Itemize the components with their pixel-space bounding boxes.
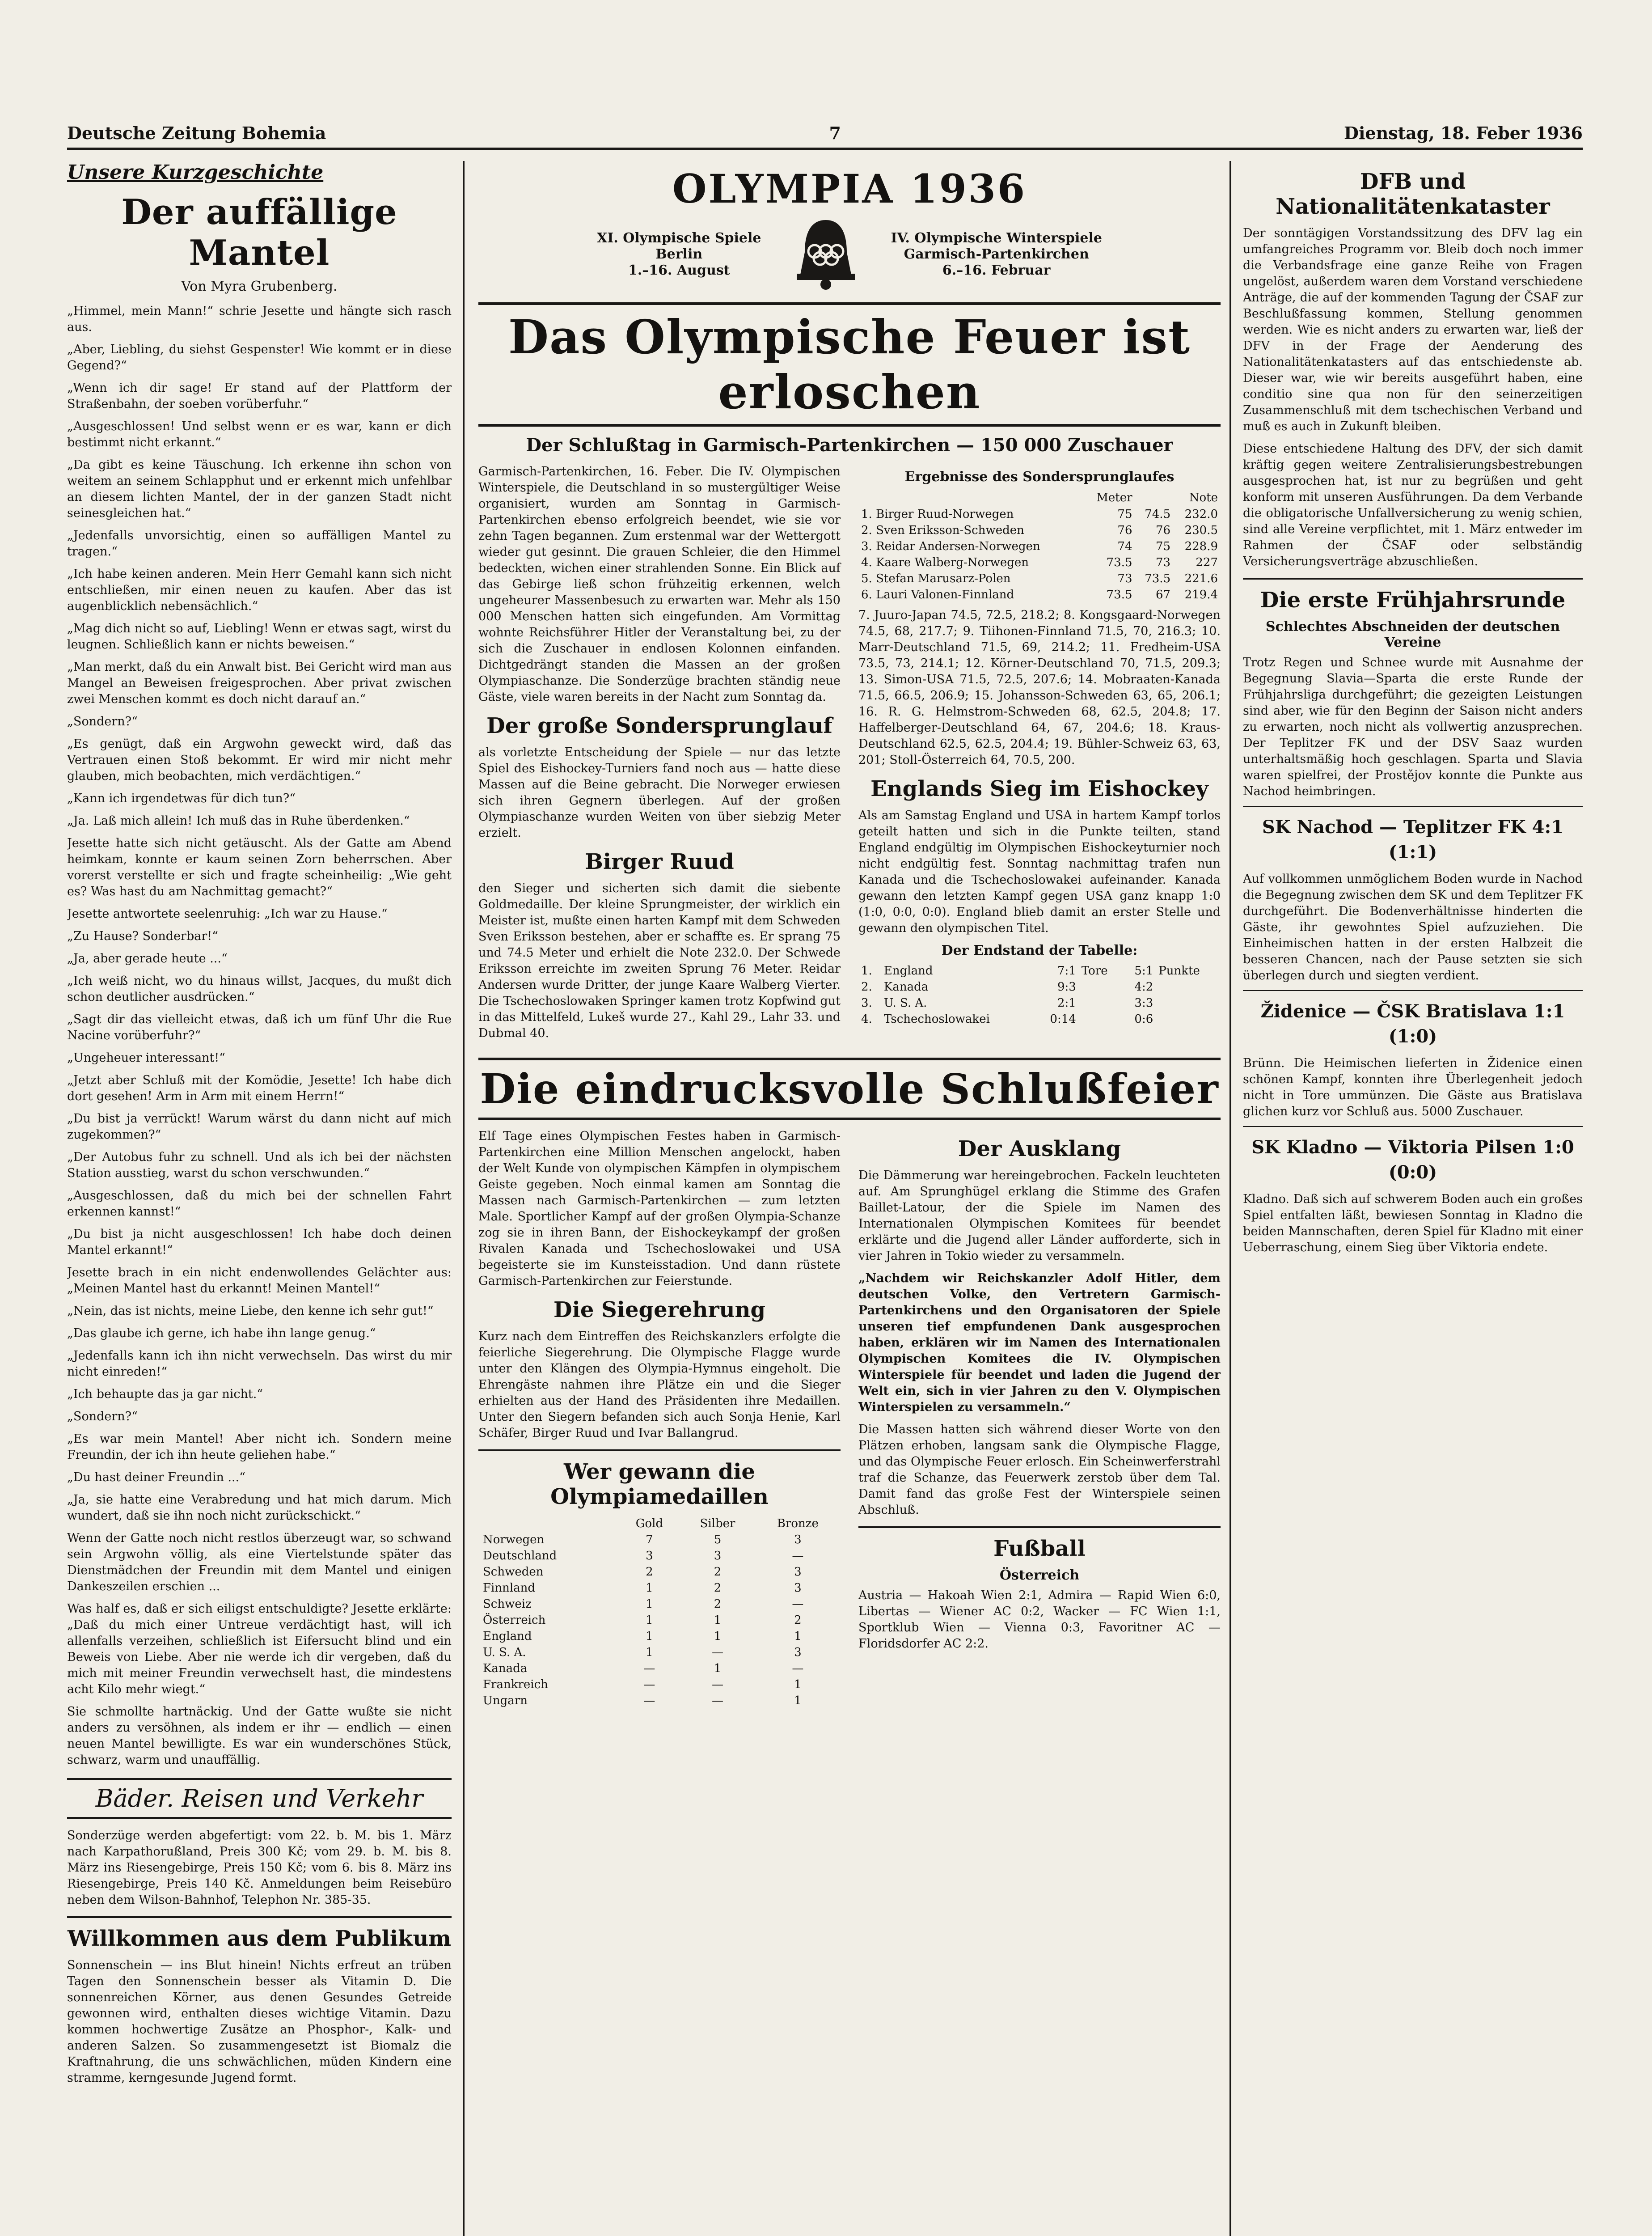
masthead — [67, 107, 1583, 150]
table-row: Deutschland 3 3 — — [483, 1549, 804, 1563]
football-text: Austria — Hakoah Wien 2:1, Admira — Rapid Wien 6:0, Libertas — Wiener AC 0:2, Wacker — FC Wien 1:1, Sportklub Wien — Vienna 0:3, Favoritner AC — Floridsdorfer AC 2:2. — [858, 1588, 1221, 1651]
football-subtitle: Österreich — [999, 1567, 1080, 1583]
story-paragraph: „Sondern?“ — [67, 1410, 138, 1423]
olympia-report — [478, 464, 1221, 1048]
ruud-title: Birger Ruud — [585, 849, 734, 874]
column-header: Note — [1189, 491, 1218, 504]
closing-report — [478, 1128, 1221, 1709]
table-row: Kanada — 1 — — [483, 1662, 804, 1675]
story-paragraph: „Nein, das ist nichts, meine Liebe, den kenne ich sehr gut!“ — [67, 1304, 434, 1318]
story-paragraph: „Jedenfalls kann ich ihn nicht verwechseln. Das wirst du mir nicht einreden!“ — [67, 1349, 452, 1379]
closing-right — [858, 1128, 1221, 1709]
column-header — [1135, 489, 1174, 506]
table-row: 4. Kaare Walberg-Norwegen 73.5 73 227 — [861, 556, 1218, 569]
table-row: 5. Stefan Marusarz-Polen 73 73.5 221.6 — [861, 572, 1218, 585]
match-nachod-text: Auf vollkommen unmöglichem Boden wurde in Nachod die Begegnung zwischen dem SK und dem Teplitzer FK durchgeführt. Die Bodenverhältnisse hinderten die Gäste, ihr gewohntes Spiel aufzuziehen. Die Einheimischen hatten in der ersten Halbzeit die besseren Chancen, nach der Pause setzten sie sich überlegen durch und siegten verdient. — [1243, 872, 1583, 982]
final-text: Die Massen hatten sich während dieser Worte von den Plätzen erhoben, langsam sank die Olympische Flagge, und das Olympische Feuer erlosch. Ein Scheinwerferstrahl traf die Schanze, das Feuerwerk zerstob über dem Tal. Damit fand das große Fest der Winterspiele seinen Abschluß. — [858, 1423, 1221, 1517]
story-paragraph: „Jedenfalls unvorsichtig, einen so auffälligen Mantel zu tragen.“ — [67, 529, 452, 559]
table-row: Österreich 1 1 2 — [483, 1613, 802, 1627]
spring-round-subtitle: Schlechtes Abschneiden der deutschen Vereine — [1265, 619, 1560, 650]
story-paragraph: „Du bist ja nicht ausgeschlossen! Ich habe doch deinen Mantel erkannt!“ — [67, 1227, 452, 1257]
closing-quote: „Nachdem wir Reichskanzler Adolf Hitler, dem deutschen Volke, den Vertretern Garmisch-Partenkirchens und den Organisatoren der Spiele unseren tief empfundenen Dank ausgesprochen haben, erklären wir im Namen des Internationalen Olympischen Komitees die IV. Olympischen Winterspiele für beendet und laden die Jugend der Welt ein, sich in vier Jahren zu den V. Olympischen Winterspielen zu versammeln.“ — [858, 1271, 1221, 1414]
match-kladno-text: Kladno. Daß sich auf schwerem Boden auch ein großes Spiel entfalten läßt, bewiesen Sonntag in Kladno die beiden Mannschaften, deren Spiel für Kladno mit einer Ueberraschung, einem Sieg über Viktoria endete. — [1243, 1192, 1583, 1254]
story-paragraph: „Kann ich irgendetwas für dich tun?“ — [67, 792, 296, 805]
main-subheadline: Der Schlußtag in Garmisch-Partenkirchen — 150 000 Zuschauer — [526, 435, 1173, 456]
story-paragraph: „Jetzt aber Schluß mit der Komödie, Jesette! Ich habe dich dort gesehen! Arm in Arm mit einem Herrn!“ — [67, 1073, 452, 1103]
story-paragraph: „Aber, Liebling, du siehst Gespenster! Wie kommt er in diese Gegend?“ — [67, 343, 452, 373]
table-row: 3. U. S. A. 2:1 3:3 — [861, 996, 1153, 1010]
table-row: Frankreich — — 1 — [483, 1678, 802, 1691]
divider — [67, 1916, 452, 1918]
lead-text: Garmisch-Partenkirchen, 16. Feber. Die IV. Olympischen Winterspiele, die Deutschland in so mustergültiger Weise organisiert, wurden am Sonntag in Garmisch-Partenkirchen ebenso erfolgreich beendet, wie sie vor zehn Tagen begannen. Zum erstenmal war der Wettergott wieder gut gesinnt. Die grauen Schleier, die den Himmel bedeckten, wichen einer strahlenden Sonne. Ein Blick auf das Gebirge ließ schon frühzeitig erkennen, welch ungeheurer Massenbesuch zu erwarten war. Mehr als 150 000 Menschen hatten sich eingefunden. Am Vormittag wohnte Reichsführer Hitler der Veranstaltung bei, zu der sich die Zuschauer in endlosen Kolonnen einfanden. Dichtgedrängt standen die Massen an der großen Olympiaschanze. Die Sonderzüge brachten ständig neue Gäste, viele waren bereits in der Nacht zum Sonntag da. — [478, 465, 841, 704]
story-paragraph: „Wenn ich dir sage! Er stand auf der Plattform der Straßenbahn, der soeben vorüberfuhr.“ — [67, 381, 452, 411]
story-paragraph: „Ich weiß nicht, wo du hinaus willst, Jacques, du mußt dich schon deutlicher ausdrücken.“ — [67, 974, 452, 1004]
logo-text: 6.–16. Februar — [942, 263, 1051, 278]
newspaper-name: Deutsche Zeitung Bohemia — [67, 123, 326, 143]
closing-ceremony-headline: Die eindrucksvolle Schlußfeier — [478, 1058, 1221, 1120]
logo-text: IV. Olympische Winterspiele — [891, 230, 1102, 246]
column-header: Meter — [1096, 491, 1132, 504]
football-title: Fußball — [993, 1536, 1086, 1561]
story-paragraph: „Sondern?“ — [67, 715, 138, 728]
dfb-title: DFB und Nationalitätenkataster — [1276, 169, 1550, 219]
table-row: 6. Lauri Valonen-Finnland 73.5 67 219.4 — [861, 588, 1218, 601]
story-paragraph: „Himmel, mein Mann!“ schrie Jesette und hängte sich rasch aus. — [67, 304, 452, 334]
report-right — [858, 464, 1221, 1048]
story-paragraph: „Es genügt, daß ein Argwohn geweckt wird, daß das Vertrauen einen Stoß bekommt. Er wird mir nicht mehr glauben, mich beobachten, mich verdächtigen.“ — [67, 737, 452, 783]
story-paragraph: Sie schmollte hartnäckig. Und der Gatte wußte sie nicht anders zu versöhnen, als indem er ihr — endlich — einen neuen Mantel bewilligte. Es war ein wunderschönes Stück, schwarz, warm und unauffällig. — [67, 1705, 452, 1767]
divider — [1243, 578, 1583, 580]
spring-round-text: Trotz Regen und Schnee wurde mit Ausnahme der Begegnung Slavia—Sparta die erste Runde der Frühjahrsliga durchgeführt; die gezeigten Leistungen sind aber, wie für den Beginn der Saison nicht anders zu erwarten, noch nicht als vollwertig anzusprechen. Der Teplitzer FK und der DSV Saaz wurden unterhaltsmäßig hoch geschlagen. Sparta und Slavia waren spielfrei, der Prostějov konnte die Punkte aus Nachod heimbringen. — [1243, 656, 1583, 798]
short-story-byline: Von Myra Grubenberg. — [181, 279, 338, 294]
departure-title: Der Ausklang — [958, 1136, 1121, 1161]
match-nachod-title: SK Nachod — Teplitzer FK 4:1 (1:1) — [1262, 817, 1564, 863]
winter-games-label — [891, 230, 1102, 279]
travel-text: Sonderzüge werden abgefertigt: vom 22. b. M. bis 1. März nach Karpathorußland, Preis 300 Kč; vom 29. b. M. bis 8. März ins Riesengebirge, Preis 150 Kč; vom 6. bis 8. März ins Riesengebirge, Preis 140 Kč. Anmeldungen beim Reisebüro neben dem Wilson-Bahnhof, Telephon Nr. 385-35. — [67, 1829, 452, 1907]
story-paragraph: „Ausgeschlossen, daß du mich bei der schnellen Fahrt erkennen kannst!“ — [67, 1189, 452, 1219]
story-paragraph: Wenn der Gatte noch nicht restlos überzeugt war, so schwand sein Argwohn völlig, als eine Viertelstunde später das Dienstmädchen der Freundin mit dem Mantel und einigen Dankeszeilen erschien ... — [67, 1531, 452, 1593]
table-row: U. S. A. 1 — 3 — [483, 1646, 802, 1659]
story-paragraph: „Sagt dir das vielleicht etwas, daß ich um fünf Uhr die Rue Nacine vorüberfuhr?“ — [67, 1012, 452, 1042]
travel-section-title: Bäder. Reisen und Verkehr — [67, 1778, 452, 1819]
story-paragraph: „Du bist ja verrückt! Warum wärst du dann nicht auf mich zugekommen?“ — [67, 1112, 452, 1142]
logo-text: 1.–16. August — [628, 263, 730, 278]
ski-jump-title: Der große Sondersprunglauf — [486, 713, 832, 738]
results-title: Ergebnisse des Sondersprunglaufes — [904, 469, 1175, 485]
story-paragraph: Was half es, daß er sich eiligst entschuldigte? Jesette erklärte: „Daß du mich einer Untreue verdächtigt hast, will ich allenfalls verzeihen, schließlich ist Eifersucht blind und ein Beweis von Liebe. Aber nie werde ich dir vergeben, daß du mich mit meiner Freundin verwechselt hast, die mindestens acht Kilo mehr wiegt.“ — [67, 1602, 452, 1696]
logo-text: XI. Olympische Spiele — [597, 230, 761, 246]
closing-text: Elf Tage eines Olympischen Festes haben in Garmisch-Partenkirchen eine Million Menschen angelockt, haben der Welt Kunde von olympischen Kämpfen in olympischem Geiste gegeben. Noch einmal kamen am Sonntag die Massen nach Garmisch-Partenkirchen — zum letzten Male. Sportlicher Kampf auf der großen Olympia-Schanze zog sie in ihren Bann, der Eishockeykampf der großen Rivalen Kanada und Tschechoslowakei und USA begeisterte sie im Kunsteisstadion. Und dann rüstete Garmisch-Partenkirchen zur Feierstunde. — [478, 1129, 841, 1288]
logo-text: Garmisch-Partenkirchen — [904, 246, 1089, 262]
table-row: Schweiz 1 2 — — [483, 1597, 804, 1611]
match-zidenice-text: Brünn. Die Heimischen lieferten in Židenice einen schönen Kampf, konnten ihre Überlegenheit jedoch nicht in Tore ummünzen. Die Gäste aus Bratislava glichen kurz vor Schluß aus. 5000 Zuschauer. — [1243, 1056, 1583, 1118]
story-paragraph: Jesette brach in ein nicht endenwollendes Gelächter aus: „Meinen Mantel hast du erkannt! Meinen Mantel!“ — [67, 1266, 452, 1296]
divider — [858, 1526, 1221, 1528]
column-rule — [1229, 161, 1231, 2236]
short-story-title: Der auffällige Mantel — [121, 192, 397, 273]
standings-table — [858, 963, 1221, 1027]
left-column — [67, 161, 452, 2236]
right-column — [1243, 161, 1583, 2236]
closing-left — [478, 1128, 841, 1709]
story-paragraph: Jesette hatte sich nicht getäuscht. Als der Gatte am Abend heimkam, konnte er kaum seinen Zorn beherrschen. Aber vorerst verstellte er sich und fragte scheinheilig: „Wie geht es? Was hast du am Nachmittag gemacht?“ — [67, 836, 452, 898]
issue-date: Dienstag, 18. Feber 1936 — [1344, 123, 1583, 143]
column-rule — [463, 161, 465, 2236]
divider — [1243, 1126, 1583, 1127]
table-row: England 1 1 1 — [483, 1630, 802, 1643]
table-row: Ungarn — — 1 — [483, 1694, 802, 1707]
results-table — [858, 489, 1221, 603]
match-kladno-title: SK Kladno — Viktoria Pilsen 1:0 (0:0) — [1251, 1137, 1574, 1183]
divider — [1243, 990, 1583, 991]
olympia-logo-title: OLYMPIA 1936 — [672, 165, 1027, 212]
match-zidenice-title: Židenice — ČSK Bratislava 1:1 (1:0) — [1260, 1001, 1565, 1047]
story-paragraph: „Es war mein Mantel! Aber nicht ich. Sondern meine Freundin, der ich ihn heute geliehen habe.“ — [67, 1432, 452, 1462]
story-paragraph: „Ich habe keinen anderen. Mein Herr Gemahl kann sich nicht entschließen, mir einen neuen zu kaufen. Aber das ist augenblicklich nebensächlich.“ — [67, 567, 452, 613]
dfb-text: Der sonntägigen Vorstandssitzung des DFV lag ein umfangreiches Programm vor. Bleib doch noch immer die Verbandsfrage eine ganze Reihe von Fragen ungelöst, außerdem waren dem Vorstand verschiedene Anträge, die auf der kommenden Tagung der ČSAF zur Beschlußfassung kommen, Stellung genommen werden. Wie es nicht anders zu erwarten war, ließ der DFV in der Frage der Aenderung des Nationalitätenkatasters auf das entschiedenste ab. Dieser war, wie wir bereits ausgeführt haben, eine conditio sine qua non für den seinerzeitigen Zusammenschluß mit dem tschechischen Verband und muß es auch in Zukunft bleiben. — [1243, 226, 1583, 433]
page-number: 7 — [829, 123, 841, 143]
table-row: Norwegen 7 5 3 — [483, 1533, 802, 1546]
table-row: 2. Kanada 9:3 4:2 — [861, 980, 1153, 994]
story-paragraph: „Ich behaupte das ja gar nicht.“ — [67, 1387, 263, 1401]
ruud-text: den Sieger und sicherten sich damit die siebente Goldmedaille. Der kleine Sprungmeister, der wirklich ein Meister ist, mußte einen harten Kampf mit dem Schweden Sven Eriksson bestehen, aber er schaffte es. Er sprang 75 und 74.5 Meter und erhielt die Note 232.0. Der Schwede Eriksson erreichte im zweiten Sprung 76 Meter. Reidar Andersen wurde Dritter, der junge Kaare Walberg Vierter. Die Tschechoslowaken Springer kamen trotz Kopfwind gut in das Mittelfeld, Lukeš wurde 27., Kahl 29., Lahr 33. und Dubmal 40. — [478, 881, 841, 1040]
hockey-title: Englands Sieg im Eishockey — [870, 776, 1208, 801]
story-paragraph: „Man merkt, daß du ein Anwalt bist. Bei Gericht wird man aus Mangel an Beweisen freigesprochen. Aber privat zwischen zwei Menschen kommt es doch nicht darauf an.“ — [67, 660, 452, 706]
olympia-logo — [478, 216, 1221, 292]
dfb-text-2: Diese entschiedene Haltung des DFV, der sich damit kräftig gegen weitere Zentralisierungsbestrebungen ausgesprochen hat, ist nur zu begrüßen und geht konform mit unseren Ausführungen. Da dem Verbande die obligatorische Unfallversicherung zu wenig schien, sind alle Vereine verpflichtet, mit 1. März entweder im Rahmen der ČSAF oder selbständig Versicherungsverträge abzuschließen. — [1243, 442, 1583, 568]
medals-title: Wer gewann die Olympiamedaillen — [550, 1459, 769, 1509]
report-left — [478, 464, 841, 1048]
honor-title: Die Siegerehrung — [553, 1297, 766, 1322]
story-paragraph: Jesette antwortete seelenruhig: „Ich war zu Hause.“ — [67, 907, 388, 921]
divider — [478, 1449, 841, 1451]
story-paragraph: „Ausgeschlossen! Und selbst wenn er es war, kann er dich bestimmt nicht erkannt.“ — [67, 419, 452, 449]
table-row: Schweden 2 2 3 — [483, 1565, 802, 1579]
story-paragraph: „Der Autobus fuhr zu schnell. Und als ich bei der nächsten Station ausstieg, warst du schon verschwunden.“ — [67, 1150, 452, 1180]
story-paragraph: „Ungeheuer interessant!“ — [67, 1051, 226, 1065]
column-header — [858, 489, 1084, 506]
table-row: 2. Sven Eriksson-Schweden 76 76 230.5 — [861, 524, 1218, 537]
hockey-text: Als am Samstag England und USA in hartem Kampf torlos geteilt hatten und sich in die Punkte teilten, stand England endgültig im Olympischen Eishockeyturnier noch nicht endgültig fest. Sonntag nachmittag trafen nun Kanada und die Tschechoslowakei aufeinander. Kanada gewann den letzten Kampf gegen USA ganz knapp 1:0 (1:0, 0:0, 0:0). England blieb damit an erster Stelle und gewann den olympischen Titel. — [858, 809, 1221, 935]
short-story-kicker: Unsere Kurzgeschichte — [67, 161, 324, 184]
table-row: 1. Birger Ruud-Norwegen 75 74.5 232.0 — [861, 508, 1218, 521]
story-paragraph: „Mag dich nicht so auf, Liebling! Wenn er etwas sagt, wirst du leugnen. Schließlich kann er nichts beweisen.“ — [67, 622, 452, 652]
story-paragraph: „Ja, sie hatte eine Verabredung und hat mich darum. Mich wundert, daß sie ihn noch nicht zurückschickt.“ — [67, 1493, 452, 1523]
summer-games-label — [597, 230, 761, 279]
story-paragraph: „Ja, aber gerade heute ...“ — [67, 952, 228, 966]
table-row: 4. Tschechoslowakei 0:14 0:6 — [861, 1012, 1153, 1026]
story-paragraph: „Du hast deiner Freundin ...“ — [67, 1470, 245, 1484]
honor-text: Kurz nach dem Eintreffen des Reichskanzlers erfolgte die feierliche Siegerehrung. Die Olympische Flagge wurde unter den Klängen des Olympia-Hymnus eingeholt. Die Ehrengäste nahmen ihre Plätze ein und die Sieger erhielten aus der Hand des Präsidenten ihre Medaillen. Unter den Siegern befanden sich auch Sonja Henie, Karl Schäfer, Birger Ruud und Ivar Ballangrud. — [478, 1330, 841, 1440]
table-row: 1. England 7:1 Tore 5:1 Punkte — [861, 964, 1200, 978]
story-paragraph: „Ja. Laß mich allein! Ich muß das in Ruhe überdenken.“ — [67, 814, 410, 828]
public-text: Sonnenschein — ins Blut hinein! Nichts erfreut an trüben Tagen den Sonnenschein besser als Vitamin D. Die sonnenreichen Körner, aus denen Gesundes Getreide gewonnen wird, enthalten dieses wichtige Vitamin. Dazu kommen hochwertige Zusätze an Phosphor-, Kalk- und anderen Salzen. So zusammengesetzt ist Biomalz die Kraftnahrung, die uns schwächlichen, müden Kindern eine stramme, kerngesunde Jugend formt. — [67, 1958, 452, 2085]
spring-round-title: Die erste Frühjahrsrunde — [1260, 588, 1566, 613]
olympic-bell-icon — [779, 216, 873, 292]
results-header — [858, 489, 1221, 506]
middle-column — [478, 161, 1221, 2236]
standings-title: Der Endstand der Tabelle: — [941, 943, 1138, 958]
divider — [1243, 806, 1583, 807]
story-paragraph: „Da gibt es keine Täuschung. Ich erkenne ihn schon von weitem an seinem Schlapphut und er erkennt mich unfehlbar an diesem lichten Mantel, der in der ganzen Stadt nicht seinesgleichen hat.“ — [67, 458, 452, 520]
short-story-text — [67, 303, 452, 1768]
logo-text: Berlin — [655, 246, 703, 262]
medals-table — [478, 1516, 841, 1709]
story-paragraph: „Das glaube ich gerne, ich habe ihn lange genug.“ — [67, 1326, 376, 1340]
departure-text: Die Dämmerung war hereingebrochen. Fackeln leuchteten auf. Am Sprunghügel erklang die Stimme des Grafen Baillet-Latour, der die Spiele im Namen des Internationalen Olympischen Komitees für beendet erklärte und die Jugend aller Länder aufforderte, sich in vier Jahren in Tokio wieder zu versammeln. — [858, 1169, 1221, 1263]
results-more: 7. Juuro-Japan 74.5, 72.5, 218.2; 8. Kongsgaard-Norwegen 74.5, 68, 217.7; 9. Tiihonen-Finnland 71.5, 70, 216.3; 10. Marr-Deutschland 71.5, 69, 214.2; 11. Fredheim-USA 73.5, 73, 214.1; 12. Körner-Deutschland 70, 71.5, 209.3; 13. Simon-USA 71.5, 72.5, 207.6; 14. Mobraaten-Kanada 71.5, 66.5, 206.9; 15. Johansson-Schweden 63, 65, 206.1; 16. R. G. Helmstrom-Schweden 68, 62.5, 204.8; 17. Haffelberger-Deutschland 64, 67, 204.6; 18. Kraus-Deutschland 62.5, 62.5, 204.4; 19. Bühler-Schweiz 63, 63, 201; Stoll-Österreich 64, 70.5, 200. — [858, 608, 1221, 767]
table-row: 3. Reidar Andersen-Norwegen 74 75 228.9 — [861, 540, 1218, 553]
public-section-title: Willkommen aus dem Publikum — [67, 1926, 452, 1951]
story-paragraph: „Zu Hause? Sonderbar!“ — [67, 929, 218, 943]
ski-jump-text: als vorletzte Entscheidung der Spiele — nur das letzte Spiel des Eishockey-Turniers fand noch aus — hatte diese Massen auf die Beine gebracht. Die Norweger erwiesen sich ihren Gegnern überlegen. Auf der großen Olympiaschanze wurden Weiten von über siebzig Meter erzielt. — [478, 745, 841, 840]
table-row: Finnland 1 2 3 — [483, 1581, 802, 1595]
main-headline: Das Olympische Feuer ist erloschen — [478, 302, 1221, 427]
medals-header: Gold Silber Bronze — [635, 1517, 819, 1530]
newspaper-page — [54, 89, 1587, 2236]
